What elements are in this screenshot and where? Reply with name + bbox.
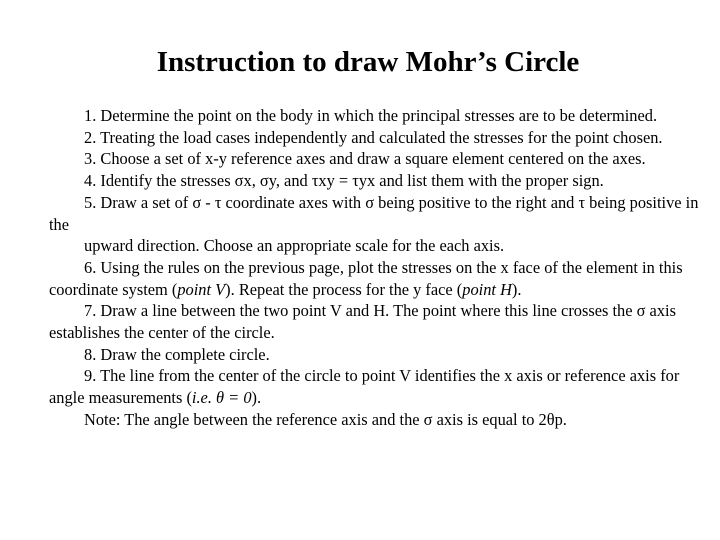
- step-4: 4. Identify the stresses σx, σy, and τxy = τyx and list them with the proper sign.: [84, 171, 604, 191]
- step-5-continuation: upward direction. Choose an appropriate scale for the each axis.: [84, 236, 505, 256]
- step-6-point-h: point H: [462, 279, 512, 299]
- step-6: [49, 257, 709, 300]
- step-6-point-v: point V: [177, 279, 226, 299]
- step-3: 3. Choose a set of x-y reference axes and draw a square element centered on the axes.: [84, 149, 646, 169]
- step-9-theta-zero: i.e. θ = 0: [191, 388, 252, 408]
- step-8: 8. Draw the complete circle.: [84, 344, 270, 364]
- step-9-text-a: 9. The line from the center of the circle to point V identifies the x axis or reference axis for angle measurements (: [49, 366, 680, 408]
- step-1: 1. Determine the point on the body in which the principal stresses are to be determined.: [84, 106, 658, 125]
- step-2: 2. Treating the load cases independently and calculated the stresses for the point chosen.: [84, 127, 663, 147]
- step-6-text-a: 6. Using the rules on the previous page, plot the stresses on the x face of the element in this coordinate system (: [49, 257, 683, 299]
- step-5: 5. Draw a set of σ - τ coordinate axes with σ being positive to the right and τ being positive in the: [49, 192, 699, 234]
- step-7: 7. Draw a line between the two point V and H. The point where this line crosses the σ axis establishes the center of the circle.: [49, 301, 676, 343]
- note: Note: The angle between the reference axis and the σ axis is equal to 2θp.: [84, 409, 567, 429]
- slide-title: Instruction to draw Mohr’s Circle: [156, 46, 580, 78]
- instruction-list: [49, 105, 709, 431]
- step-6-text-c: ).: [511, 279, 522, 299]
- step-6-text-b: ). Repeat the process for the y face (: [225, 279, 463, 299]
- step-9: [49, 365, 709, 408]
- step-9-text-b: ).: [251, 388, 262, 408]
